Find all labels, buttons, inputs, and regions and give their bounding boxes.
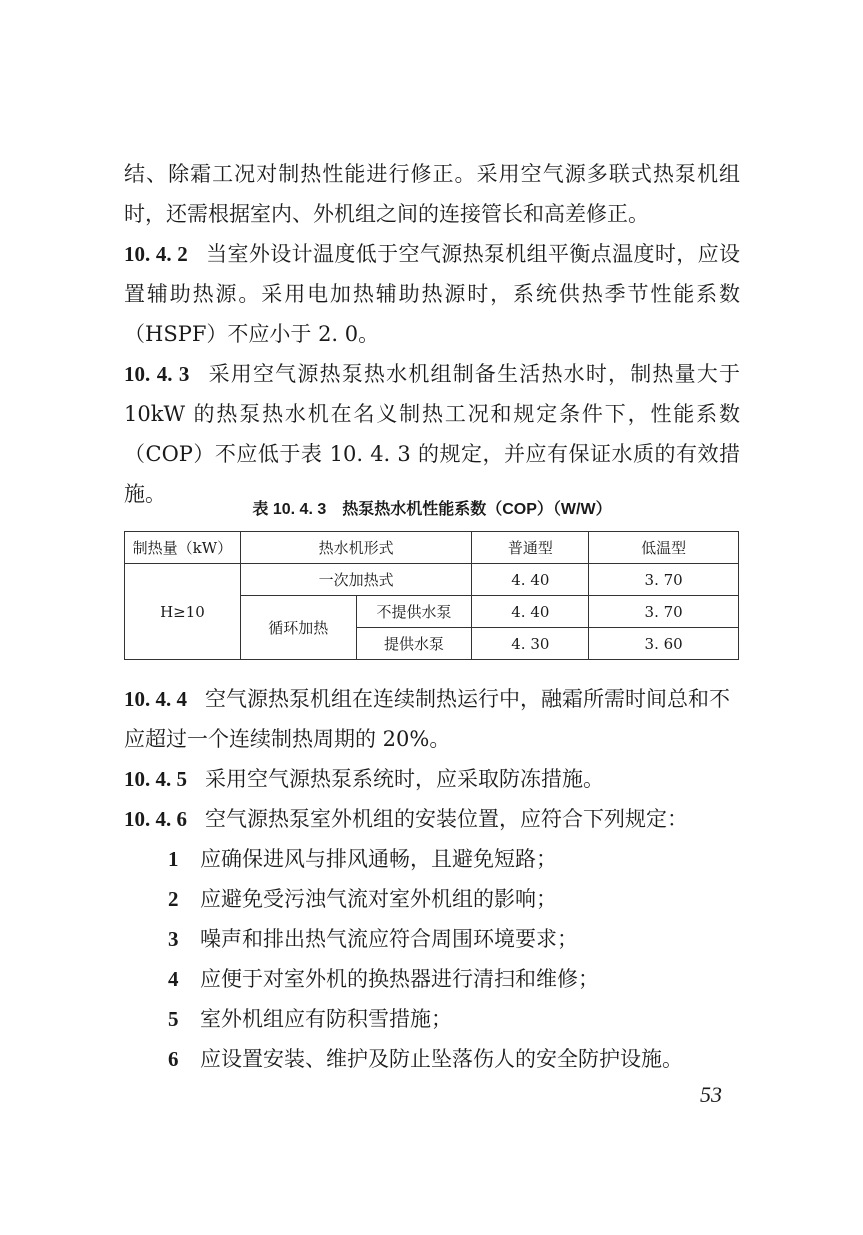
sub-form-cell: 不提供水泵 bbox=[356, 596, 472, 628]
clause-number: 10. 4. 5 bbox=[124, 767, 187, 791]
normal-cell: 4. 40 bbox=[472, 596, 589, 628]
list-item bbox=[124, 839, 740, 879]
list-item bbox=[124, 879, 740, 919]
item-text: 应便于对室外机的换热器进行清扫和维修； bbox=[200, 967, 599, 991]
item-number: 3 bbox=[168, 927, 179, 951]
clause-10-4-4 bbox=[124, 679, 740, 759]
item-text: 应确保进风与排风通畅，且避免短路； bbox=[200, 847, 557, 871]
body-text-bottom bbox=[124, 679, 740, 1079]
clause-text: 空气源热泵室外机组的安装位置，应符合下列规定： bbox=[205, 807, 688, 831]
low-temp-cell: 3. 70 bbox=[589, 564, 739, 596]
item-number: 6 bbox=[168, 1047, 179, 1071]
header-normal: 普通型 bbox=[472, 532, 589, 564]
paragraph-continuation bbox=[124, 154, 740, 234]
clause-number: 10. 4. 3 bbox=[124, 362, 190, 386]
item-number: 5 bbox=[168, 1007, 179, 1031]
page-number: 53 bbox=[700, 1082, 722, 1107]
sub-form-cell: 提供水泵 bbox=[356, 628, 472, 660]
header-low-temp: 低温型 bbox=[589, 532, 739, 564]
clause-10-4-2 bbox=[124, 234, 740, 354]
item-text: 应避免受污浊气流对室外机组的影响； bbox=[200, 887, 557, 911]
table-header-row bbox=[125, 532, 739, 564]
capacity-cell: H≥10 bbox=[125, 564, 241, 660]
clause-10-4-3 bbox=[124, 354, 740, 514]
list-item bbox=[124, 1039, 740, 1079]
header-form: 热水机形式 bbox=[240, 532, 472, 564]
clause-text: 采用空气源热泵系统时，应采取防冻措施。 bbox=[205, 767, 604, 791]
low-temp-cell: 3. 70 bbox=[589, 596, 739, 628]
cop-table bbox=[124, 531, 739, 660]
table-row bbox=[125, 564, 739, 596]
item-number: 4 bbox=[168, 967, 179, 991]
body-text-top bbox=[124, 154, 740, 514]
normal-cell: 4. 30 bbox=[472, 628, 589, 660]
paragraph-text: 结、除霜工况对制热性能进行修正。采用空气源多联式热泵机组时，还需根据室内、外机组之间的连接管长和高差修正。 bbox=[124, 162, 740, 226]
clause-text: 采用空气源热泵热水机组制备生活热水时，制热量大于10kW 的热泵热水机在名义制热工况和规定条件下，性能系数（COP）不应低于表 10. 4. 3 的规定，并应有保证水质的有效措施。 bbox=[124, 362, 741, 506]
list-item bbox=[124, 999, 740, 1039]
clause-10-4-5 bbox=[124, 759, 740, 799]
clause-number: 10. 4. 6 bbox=[124, 807, 187, 831]
item-number: 1 bbox=[168, 847, 179, 871]
clause-text: 当室外设计温度低于空气源热泵机组平衡点温度时，应设置辅助热源。采用电加热辅助热源时，系统供热季节性能系数（HSPF）不应小于 2. 0。 bbox=[124, 242, 741, 346]
list-item bbox=[124, 959, 740, 999]
low-temp-cell: 3. 60 bbox=[589, 628, 739, 660]
normal-cell: 4. 40 bbox=[472, 564, 589, 596]
clause-number: 10. 4. 4 bbox=[124, 687, 187, 711]
item-text: 噪声和排出热气流应符合周围环境要求； bbox=[200, 927, 578, 951]
item-number: 2 bbox=[168, 887, 179, 911]
group-cell: 循环加热 bbox=[240, 596, 356, 660]
clause-10-4-6 bbox=[124, 799, 740, 839]
table-title: 表 10. 4. 3 热泵热水机性能系数（COP）（W/W） bbox=[252, 501, 612, 518]
item-text: 室外机组应有防积雪措施； bbox=[200, 1007, 452, 1031]
clause-text: 空气源热泵机组在连续制热运行中，融霜所需时间总和不应超过一个连续制热周期的 20%。 bbox=[124, 687, 730, 751]
form-cell: 一次加热式 bbox=[240, 564, 472, 596]
header-capacity: 制热量（kW） bbox=[125, 532, 241, 564]
item-text: 应设置安装、维护及防止坠落伤人的安全防护设施。 bbox=[200, 1047, 683, 1071]
clause-number: 10. 4. 2 bbox=[124, 242, 188, 266]
list-item bbox=[124, 919, 740, 959]
